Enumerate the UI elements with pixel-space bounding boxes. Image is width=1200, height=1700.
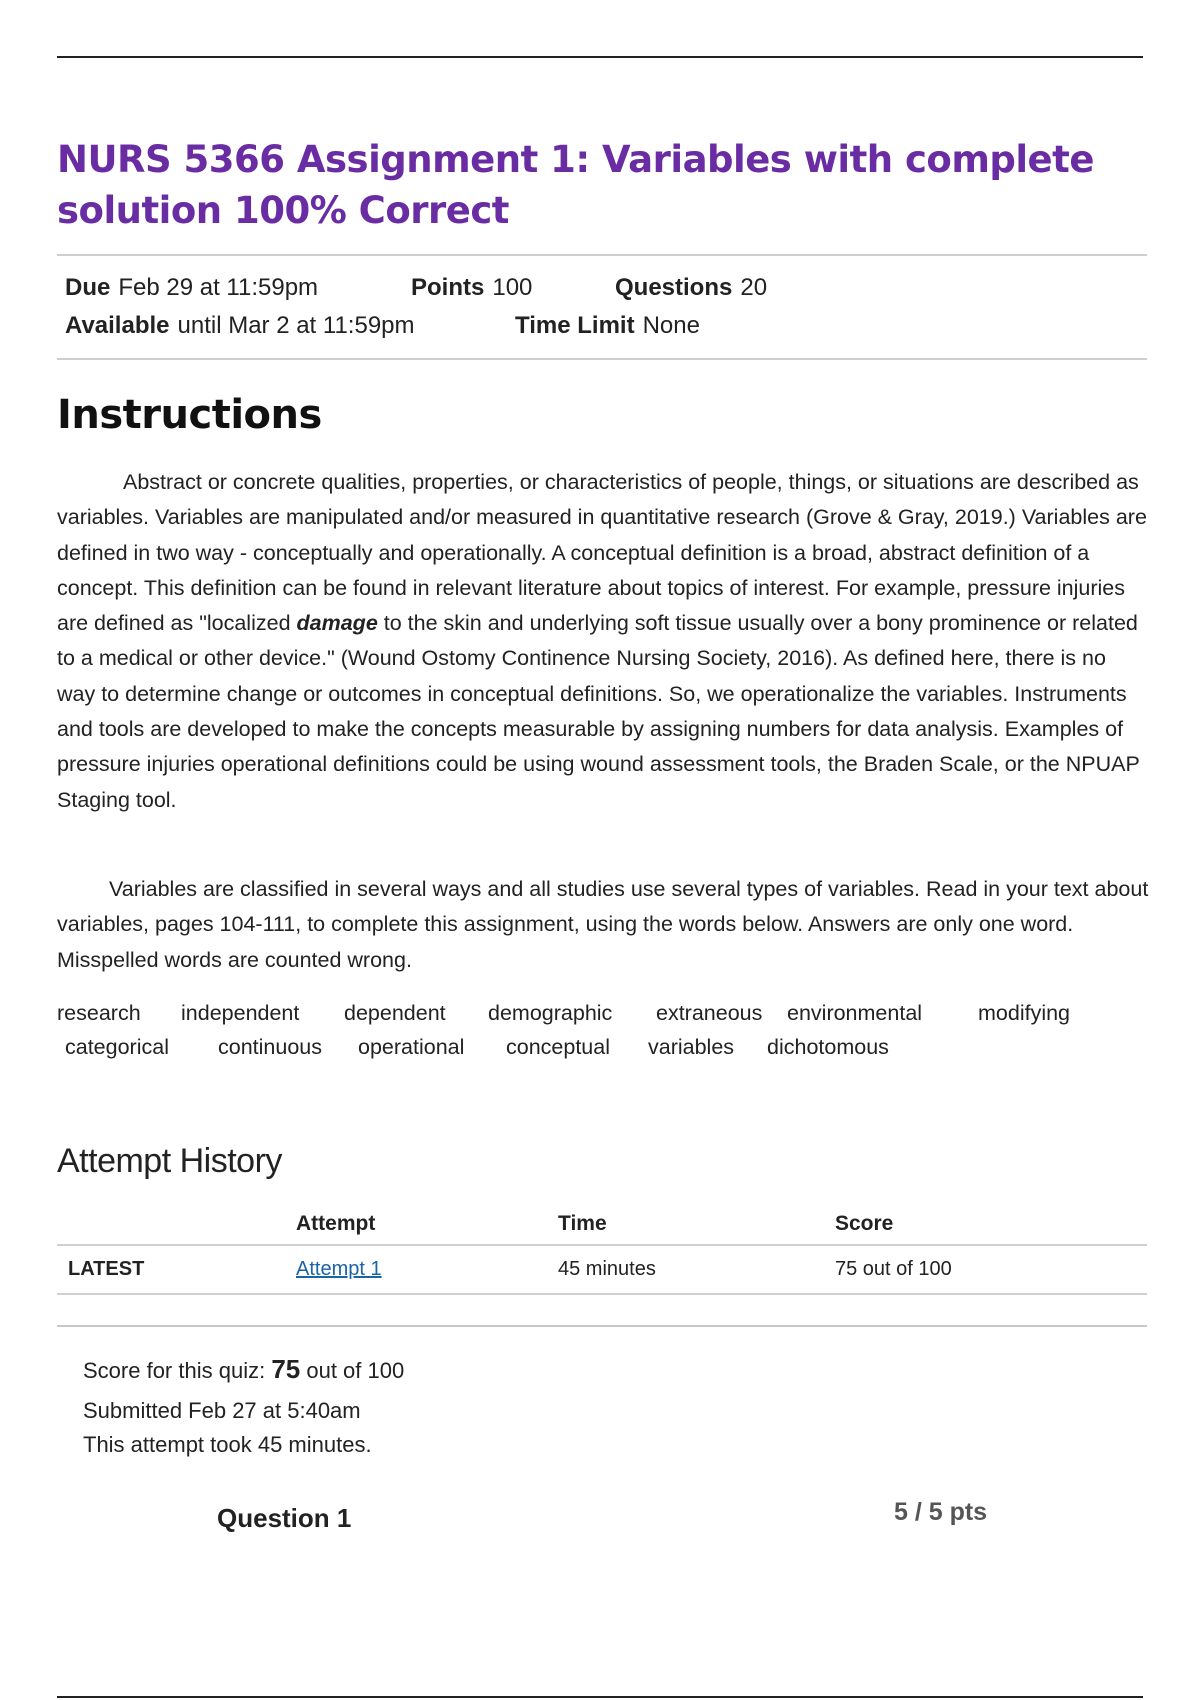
submitted-line: Submitted Feb 27 at 5:40am [83,1398,361,1423]
question-points: 5 / 5 pts [894,1498,988,1526]
word-bank-item: environmental [787,1001,923,1025]
word-bank-item: conceptual [506,1035,610,1059]
word-bank-item: categorical [65,1035,169,1059]
instructions-paragraph-1 [57,465,1149,818]
available-detail [65,312,415,340]
details-divider [57,358,1147,360]
instructions-heading: Instructions [57,392,322,438]
paragraph-1-text-start: Abstract or concrete qualities, properties, or characteristics of people, things, or situations are described as variables. Variables are manipulated and/or measured in quantitative research (Grove & Gray, 2019.) Variables are defined in two way - conceptually and operationally. A conceptual definition is a broad, abstract definition of a concept. This definition can be found in relevant literature about topics of interest. For example, pressure injuries are defined as "localized [57,470,1147,636]
questions-value: 20 [740,274,768,301]
latest-badge: LATEST [68,1258,145,1280]
due-detail [65,274,318,302]
attempt-history-heading: Attempt History [57,1142,282,1180]
word-bank-item: independent [181,1001,300,1025]
paragraph-1-emphasis: damage [296,611,378,636]
points-detail [411,274,532,302]
time-limit-label: Time Limit [515,312,635,339]
word-bank-item: operational [358,1035,465,1059]
instructions-paragraph-2: Variables are classified in several ways and all studies use several types of variables. Read in your text about variables, pages 104-111, to complete this assignment, using the words below. Answers are only one word. Misspelled words are counted wrong. [57,877,1149,972]
attempt-score: 75 out of 100 [835,1258,952,1280]
attempt-1-link[interactable]: Attempt 1 [296,1258,382,1280]
word-bank-item: variables [648,1035,735,1059]
attempt-time: 45 minutes [558,1258,656,1280]
summary-divider [57,1325,1147,1327]
word-bank-item: dependent [344,1001,446,1025]
score-prefix: Score for this quiz: [83,1358,272,1383]
word-bank-item: extraneous [656,1001,763,1025]
table-header-divider [57,1244,1147,1246]
points-label: Points [411,274,485,301]
top-rule [57,56,1143,58]
questions-detail [615,274,767,302]
points-value: 100 [492,274,533,301]
questions-label: Questions [615,274,733,301]
due-label: Due [65,274,111,301]
title-divider [57,254,1147,256]
paragraph-1-text-end: to the skin and underlying soft tissue usually over a bony prominence or related to a medical or other device." (Wound Ostomy Continence Nursing Society, 2016). As defined here, there is no way to determine change or outcomes in conceptual definitions. So, we operationalize the variables. Instruments and tools are developed to make the concepts measurable by assigning numbers for data analysis. Examples of pressure injuries operational definitions could be using wound assessment tools, the Braden Scale, or the NPUAP Staging tool. [57,611,1140,812]
quiz-score-line [83,1354,404,1385]
score-value: 75 [271,1354,301,1384]
column-header-attempt: Attempt [296,1212,376,1235]
time-limit-value: None [642,312,700,339]
available-label: Available [65,312,170,339]
word-bank-item: continuous [218,1035,322,1059]
duration-line: This attempt took 45 minutes. [83,1432,372,1457]
time-limit-detail [515,312,700,340]
bottom-rule [57,1696,1143,1698]
due-value: Feb 29 at 11:59pm [118,274,319,301]
column-header-time: Time [558,1212,607,1235]
table-row-divider [57,1293,1147,1295]
available-value: until Mar 2 at 11:59pm [177,312,415,339]
score-suffix: out of 100 [300,1358,405,1383]
word-bank-item: dichotomous [767,1035,889,1059]
word-bank-item: modifying [978,1001,1071,1025]
page-title: NURS 5366 Assignment 1: Variables with complete solution 100% Correct [57,138,1094,232]
word-bank-item: research [57,1001,141,1025]
word-bank-item: demographic [488,1001,613,1025]
column-header-score: Score [835,1212,894,1235]
question-title: Question 1 [217,1503,352,1533]
